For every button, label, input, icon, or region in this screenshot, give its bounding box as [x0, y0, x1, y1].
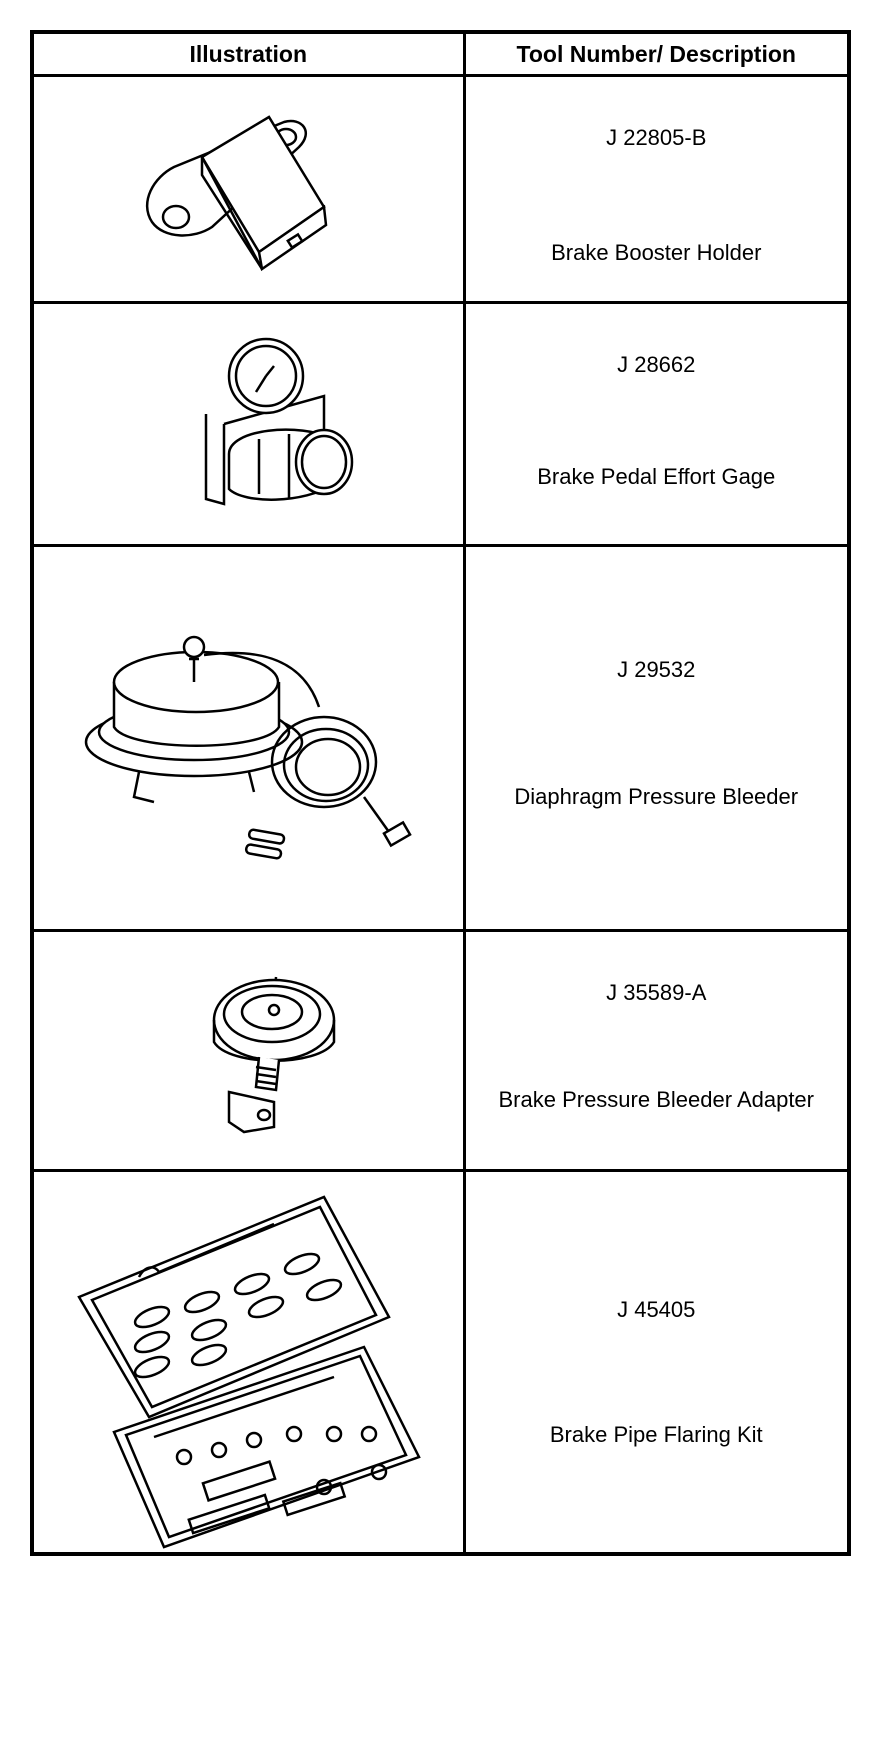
tool-number: J 28662 — [617, 352, 696, 377]
tool-description: Brake Booster Holder — [551, 240, 762, 265]
illustration-cell — [32, 1171, 464, 1554]
tool-description: Brake Pipe Flaring Kit — [549, 1422, 763, 1447]
tool-description: Diaphragm Pressure Bleeder — [514, 784, 799, 809]
table-row — [32, 303, 849, 546]
illustration-cell — [32, 76, 464, 303]
description-cell — [464, 76, 849, 303]
flaring-kit-icon — [34, 1172, 466, 1555]
pedal-effort-gage-icon — [34, 304, 466, 547]
tool-header: Tool Number/ Description — [464, 32, 849, 76]
description-cell — [464, 303, 849, 546]
tool-description: Brake Pedal Effort Gage — [537, 464, 776, 489]
illustration-cell — [32, 931, 464, 1171]
pressure-bleeder-icon — [34, 547, 466, 932]
illustration-cell — [32, 546, 464, 931]
header-row — [32, 32, 849, 76]
tool-number: J 29532 — [617, 657, 696, 682]
tool-table — [30, 30, 851, 1556]
table-row — [32, 76, 849, 303]
illustration-cell — [32, 303, 464, 546]
tool-number: J 35589-A — [606, 980, 707, 1005]
table-row — [32, 931, 849, 1171]
description-cell — [464, 931, 849, 1171]
table-row — [32, 1171, 849, 1554]
tool-number: J 22805-B — [606, 125, 707, 150]
illustration-header: Illustration — [32, 32, 464, 76]
description-cell — [464, 1171, 849, 1554]
brake-booster-holder-icon — [34, 77, 466, 304]
tool-description: Brake Pressure Bleeder Adapter — [498, 1087, 814, 1112]
tool-number: J 45405 — [617, 1297, 696, 1322]
table-row — [32, 546, 849, 931]
bleeder-adapter-icon — [34, 932, 466, 1172]
description-cell — [464, 546, 849, 931]
